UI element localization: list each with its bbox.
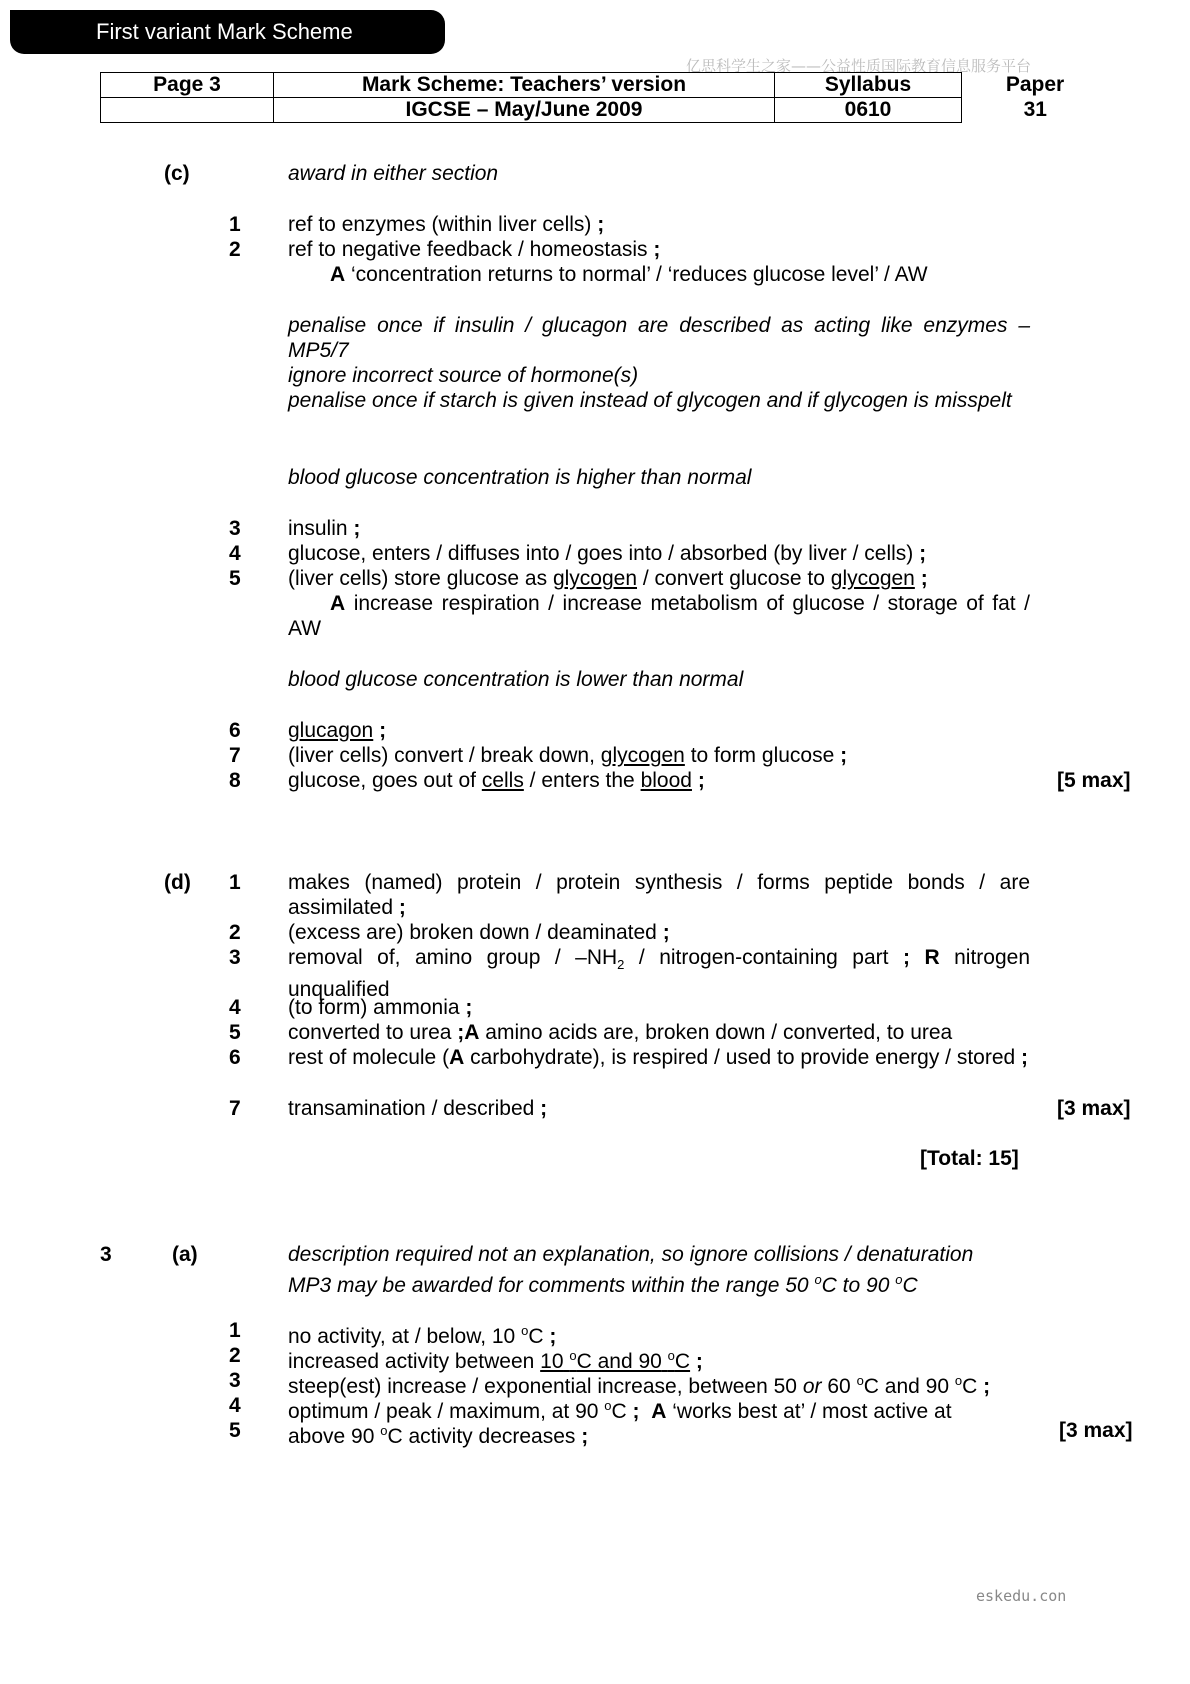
point-number: 7 [229,1097,241,1120]
c-point-2: ref to negative feedback / homeostasis ; [288,238,661,261]
d-point-2: (excess are) broken down / deaminated ; [288,921,670,944]
q3-intro-2: MP3 may be awarded for comments within the range 50 $^o$C to 90 $^o$C [288,1272,918,1297]
point-number: 1 [229,213,241,236]
point-number: 3 [229,517,241,540]
c-note-1: penalise once if insulin / glucagon are described as acting like enzymes – MP5/7 [288,314,1030,362]
point-number: 1 [229,1319,241,1342]
q3-point-5: above 90 $^o$C activity decreases ; [288,1423,589,1448]
question-3-number: 3 [100,1243,112,1266]
q3-intro-1: description required not an explanation, so ignore collisions / denaturation [288,1243,974,1266]
paper-label: Paper [1005,73,1065,96]
c-mark: [5 max] [1057,769,1131,792]
c-point-4: glucose, enters / diffuses into / goes into / absorbed (by liver / cells) ; [288,542,927,565]
part-3a-label: (a) [172,1243,198,1266]
q3-point-3: steep(est) increase / exponential increase, between 50 or 60 $^o$C and 90 $^o$C ; [288,1373,991,1398]
point-number: 3 [229,946,241,969]
d-point-1: makes (named) protein / protein synthesis / forms peptide bonds / are assimilated ; [288,871,1030,919]
footer-watermark: eskedu.con [976,1587,1067,1605]
point-number: 5 [229,1021,241,1044]
c-point-5-alt: A increase respiration / increase metabolism of glucose / storage of fat / AW [288,592,1030,640]
part-c-label: (c) [164,162,190,185]
c-point-6: glucagon ; [288,719,387,742]
d-mark: [3 max] [1057,1097,1131,1120]
point-number: 3 [229,1369,241,1392]
point-number: 6 [229,1046,241,1069]
point-number: 2 [229,921,241,944]
paper-value: 31 [1023,98,1047,121]
part-d-label: (d) [164,871,191,894]
c-high-heading: blood glucose concentration is higher than normal [288,466,752,489]
c-point-3: insulin ; [288,517,361,540]
d-point-5: converted to urea ;A amino acids are, broken down / converted, to urea [288,1021,953,1044]
point-number: 4 [229,542,241,565]
q3-mark: [3 max] [1059,1419,1133,1442]
c-point-8: glucose, goes out of cells / enters the blood ; [288,769,705,792]
c-intro: award in either section [288,162,499,185]
c-point-2-alt: A ‘concentration returns to normal’ / ‘reduces glucose level’ / AW [330,263,928,286]
c-note-3: penalise once if starch is given instead of glycogen and if glycogen is misspelt [288,389,1012,412]
header-table [100,72,1109,123]
point-number: 5 [229,567,241,590]
point-number: 1 [229,871,241,894]
point-number: 5 [229,1419,241,1442]
c-point-7: (liver cells) convert / break down, glycogen to form glucose ; [288,744,848,767]
header-session: IGCSE – May/June 2009 [274,98,775,123]
d-point-6: rest of molecule (A carbohydrate), is respired / used to provide energy / stored ; [288,1046,1029,1069]
c-note-2: ignore incorrect source of hormone(s) [288,364,639,387]
point-number: 6 [229,719,241,742]
d-point-7: transamination / described ; [288,1097,548,1120]
point-number: 4 [229,1394,241,1417]
q3-point-4: optimum / peak / maximum, at 90 $^o$C ; A ‘works best at’ / most active at [288,1398,952,1423]
watermark: 亿思科学生之家——公益性质国际教育信息服务平台 [686,57,1032,75]
syllabus-label: Syllabus [775,73,962,98]
total-mark: [Total: 15] [920,1147,1019,1170]
c-point-1: ref to enzymes (within liver cells) ; [288,213,605,236]
c-low-heading: blood glucose concentration is lower than normal [288,668,744,691]
q3-point-2: increased activity between 10 $^o$C and 90 $^o$C ; [288,1348,703,1373]
point-number: 2 [229,238,241,261]
d-point-4: (to form) ammonia ; [288,996,473,1019]
variant-banner: First variant Mark Scheme [10,10,445,54]
page-number: Page 3 [101,73,274,98]
c-point-5: (liver cells) store glucose as glycogen / convert glucose to glycogen ; [288,567,928,590]
point-number: 4 [229,996,241,1019]
syllabus-value: 0610 [775,98,962,123]
d-point-3: removal of, amino group / $-NH_2$ / nitrogen-containing part ; R nitrogen unqualified [288,946,1030,1002]
point-number: 7 [229,744,241,767]
header-title: Mark Scheme: Teachers’ version [274,73,775,98]
point-number: 8 [229,769,241,792]
q3-point-1: no activity, at / below, 10 $^o$C ; [288,1323,557,1348]
point-number: 2 [229,1344,241,1367]
